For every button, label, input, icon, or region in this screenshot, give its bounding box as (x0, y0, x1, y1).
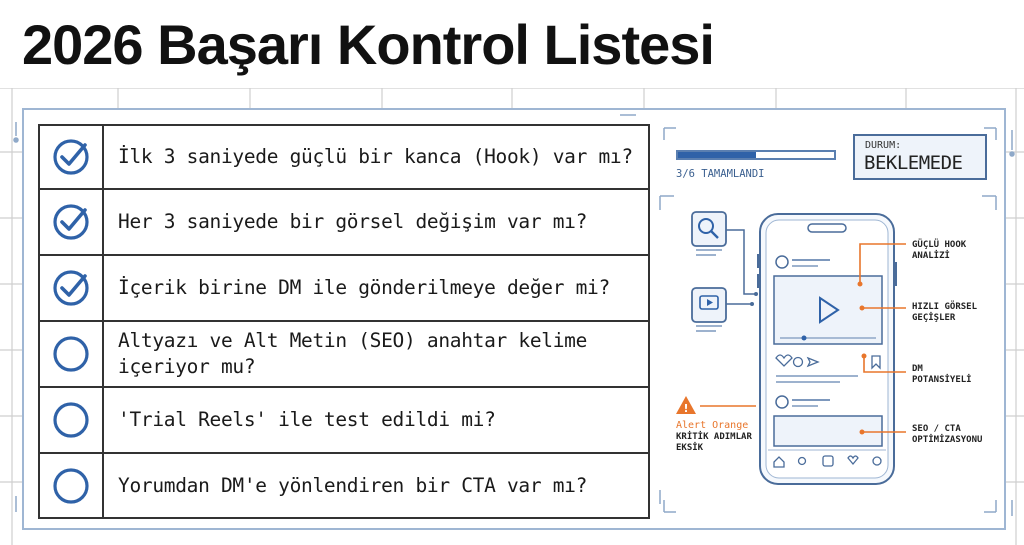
alert-title: Alert Orange (676, 420, 749, 431)
checklist-item-text: Altyazı ve Alt Metin (SEO) anahtar kelime içeriyor mu? (118, 329, 588, 378)
checklist-item-text: Her 3 saniyede bir görsel değişim var mı? (118, 210, 588, 233)
progress-label: 3/6 TAMAMLANDI (676, 168, 765, 180)
warning-icon (676, 396, 696, 415)
video-icon (692, 288, 726, 331)
status-value: BEKLEMEDE (864, 152, 963, 174)
page-title: 2026 Başarı Kontrol Listesi (22, 13, 714, 76)
annotation-hook: GÜÇLÜ HOOK ANALİZİ (912, 240, 967, 261)
checklist-item-text: İlk 3 saniyede güçlü bir kanca (Hook) var mı? (118, 145, 633, 168)
annotation-visual-transitions: HIZLI GÖRSEL GEÇİŞLER (912, 302, 978, 323)
checklist-item-text: 'Trial Reels' ile test edildi mi? (118, 408, 496, 431)
checklist-item-text: Yorumdan DM'e yönlendiren bir CTA var mı? (118, 473, 588, 497)
alert-message: KRİTİK ADIMLAR EKSİK (676, 432, 752, 453)
annotation-seo-cta: SEO / CTA OPTİMİZASYONU (912, 424, 983, 445)
annotation-dm-potential: DM POTANSİYELİ (912, 364, 972, 385)
search-icon (692, 212, 726, 255)
svg-text:!: ! (683, 402, 689, 415)
checklist-item-text: İçerik birine DM ile gönderilmeye değer mi? (118, 276, 610, 299)
status-label: DURUM: (865, 140, 902, 151)
